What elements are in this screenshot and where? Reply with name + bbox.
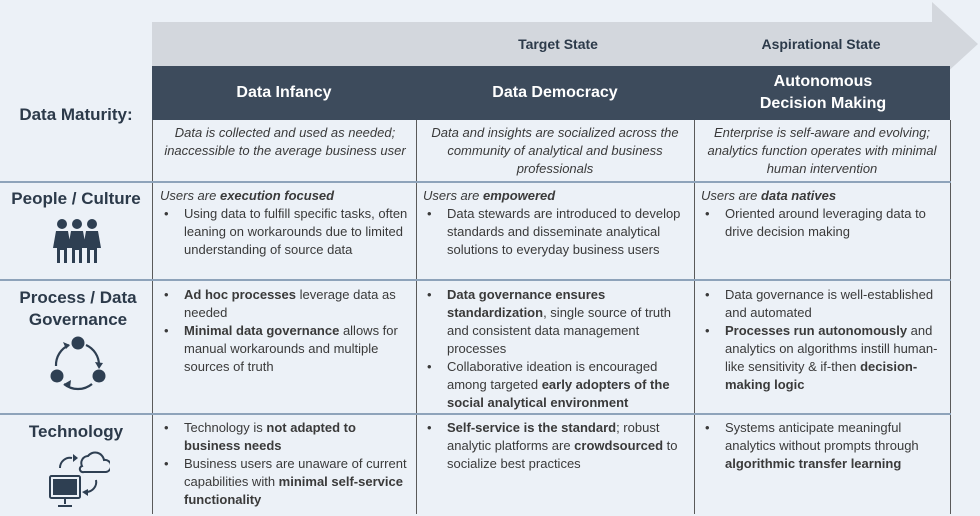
bullet-item — [160, 286, 412, 322]
bullet-list — [423, 205, 685, 259]
cell-people-data-democracy — [423, 187, 685, 259]
bullet-list — [160, 419, 412, 509]
row-divider — [0, 181, 951, 183]
bullet-list — [160, 286, 412, 376]
bullet-list — [701, 419, 947, 473]
text-run: Users are — [701, 188, 761, 203]
cell-process-autonomous-decision-making — [701, 286, 947, 394]
row-label-data-maturity: Data Maturity: — [19, 105, 133, 124]
cloud-computer-sync-icon — [46, 446, 110, 510]
text-run: Users are — [160, 188, 220, 203]
column-divider — [416, 120, 417, 514]
bold-text: decision-making logic — [725, 359, 918, 392]
text-run: Using data to fulfill specific tasks, often leaning on workarounds due to limited understanding of source data — [184, 206, 408, 257]
cycle-arrows-icon — [50, 336, 106, 392]
bullet-list — [701, 286, 947, 394]
cell-lead — [160, 187, 412, 205]
stage-label-target: Target State — [518, 36, 598, 52]
bold-text: data natives — [760, 188, 837, 203]
row-divider — [0, 413, 951, 415]
row-divider — [0, 279, 951, 281]
text-run: to socialize best practices — [447, 438, 678, 471]
text-run: Collaborative ideation is encouraged among targeted — [447, 359, 658, 392]
bullet-item — [160, 205, 412, 259]
bullet-list — [160, 205, 412, 259]
column-title-autonomous-decision-making: Autonomous Decision Making — [759, 73, 887, 112]
bold-text: execution focused — [219, 188, 335, 203]
cell-lead — [701, 187, 947, 205]
row-label-process-governance: Process / Data Governance — [19, 288, 137, 329]
column-divider — [152, 120, 153, 514]
bullet-item — [423, 205, 685, 259]
row-label-people-culture: People / Culture — [11, 189, 141, 208]
bullet-list — [701, 205, 947, 241]
bullet-item — [160, 322, 412, 376]
cell-technology-autonomous-decision-making — [701, 419, 947, 473]
text-run: and analytics on algorithms instill human-like sensitivity & if-then — [725, 323, 938, 374]
bullet-item — [701, 286, 947, 322]
stage-label-aspirational: Aspirational State — [761, 36, 881, 52]
text-run: allows for manual workarounds and multiple sources of truth — [184, 323, 398, 374]
cell-process-data-democracy — [423, 286, 685, 412]
bullet-item — [701, 419, 947, 473]
description-data-democracy: Data and insights are socialized across the community of analytical and business professionals — [431, 125, 679, 176]
text-run: , single source of truth and consistent data management processes — [447, 305, 671, 356]
column-title-data-democracy: Data Democracy — [492, 84, 618, 101]
bullet-item — [423, 358, 685, 412]
bullet-item — [701, 322, 947, 394]
text-run: leverage data as needed — [184, 287, 396, 320]
text-run: Business users are unaware of current capabilities with — [184, 456, 407, 489]
column-divider — [694, 120, 695, 514]
bold-text: not adapted to business needs — [184, 420, 356, 453]
cell-technology-data-democracy — [423, 419, 685, 473]
bullet-item — [701, 205, 947, 241]
bullet-item — [423, 419, 685, 473]
bold-text: early adopters of the social analytical environment — [447, 377, 670, 410]
column-title-data-infancy: Data Infancy — [236, 84, 332, 101]
column-divider — [950, 120, 951, 514]
cell-people-data-infancy — [160, 187, 412, 259]
bullet-item — [160, 455, 412, 509]
cell-technology-data-infancy — [160, 419, 412, 509]
text-run: Systems anticipate meaningful analytics without prompts through — [725, 420, 919, 453]
bold-text: Minimal data governance — [184, 323, 340, 338]
cell-lead — [423, 187, 685, 205]
bullet-list — [423, 286, 685, 412]
row-label-technology: Technology — [28, 422, 124, 441]
bullet-item — [160, 419, 412, 455]
bold-text: algorithmic transfer learning — [725, 456, 902, 471]
bold-text: Data governance ensures standardization — [447, 287, 606, 320]
cell-people-autonomous-decision-making — [701, 187, 947, 241]
bold-text: empowered — [482, 188, 556, 203]
bullet-item — [423, 286, 685, 358]
text-run: Data governance is well-established and automated — [725, 287, 934, 320]
text-run: Users are — [423, 188, 483, 203]
people-group-icon — [52, 218, 102, 264]
bold-text: crowdsourced — [574, 438, 664, 453]
text-run: Technology is — [184, 420, 267, 435]
bold-text: Processes run autonomously — [725, 323, 908, 338]
text-run: Data stewards are introduced to develop standards and disseminate analytical solutions to everyday business users — [447, 206, 681, 257]
text-run: Oriented around leveraging data to drive decision making — [725, 206, 926, 239]
bold-text: Self-service is the standard — [447, 420, 617, 435]
text-run: ; robust analytic platforms are — [447, 420, 660, 453]
bold-text: Ad hoc processes — [184, 287, 296, 302]
cell-process-data-infancy — [160, 286, 412, 376]
description-autonomous-decision-making: Enterprise is self-aware and evolving; analytics function operates with minimal human intervention — [707, 125, 937, 176]
bold-text: minimal self-service functionality — [184, 474, 403, 507]
bullet-list — [423, 419, 685, 473]
description-data-infancy: Data is collected and used as needed; inaccessible to the average business user — [164, 125, 406, 158]
